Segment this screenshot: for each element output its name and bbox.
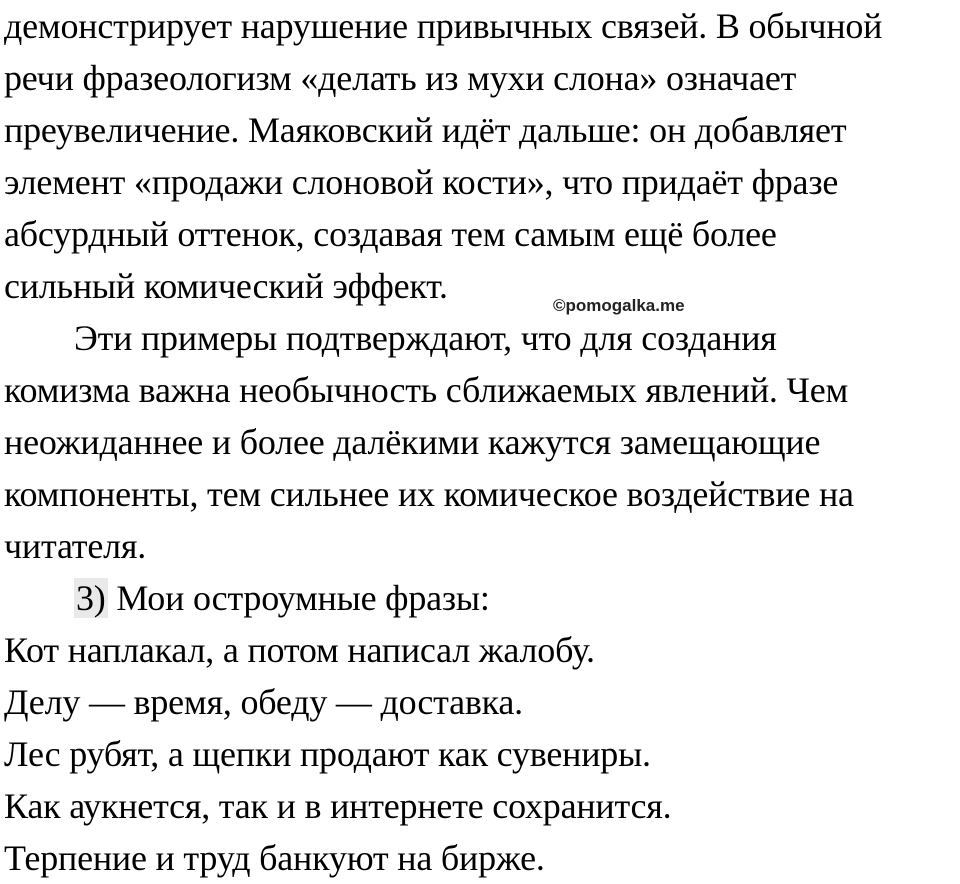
text-line: сильный комический эффект.	[4, 266, 448, 306]
section-heading-text: Мои остроумные фразы:	[107, 578, 490, 618]
text-line: демонстрирует нарушение привычных связей. В обычной	[4, 6, 883, 46]
phrase-item: Как аукнется, так и в интернете сохранится.	[4, 786, 672, 826]
section-witty-phrases	[4, 572, 960, 884]
paragraph-conclusion	[4, 312, 960, 572]
section-heading	[4, 572, 960, 624]
paragraph-maiakovsky-analysis	[4, 0, 960, 312]
text-line: элемент «продажи слоновой кости», что придаёт фразе	[4, 162, 839, 202]
text-line: читателя.	[4, 526, 147, 566]
section-number: 3)	[76, 578, 106, 618]
text-line: абсурдный оттенок, создавая тем самым ещё более	[4, 214, 777, 254]
text-line: преувеличение. Маяковский идёт дальше: он добавляет	[4, 110, 847, 150]
text-line: комизма важна необычность сближаемых явлений. Чем	[4, 370, 849, 410]
text-line: компоненты, тем сильнее их комическое воздействие на	[4, 474, 854, 514]
phrase-item: Лес рубят, а щепки продают как сувениры.	[4, 734, 651, 774]
phrase-item: Терпение и труд банкуют на бирже.	[4, 838, 545, 878]
text-line: Эти примеры подтверждают, что для создания	[74, 318, 777, 358]
watermark-text: ©pomogalka.me	[553, 296, 685, 315]
phrase-item: Кот наплакал, а потом написал жалобу.	[4, 630, 595, 670]
text-line: речи фразеологизм «делать из мухи слона» означает	[4, 58, 797, 98]
text-line: неожиданнее и более далёкими кажутся замещающие	[4, 422, 821, 462]
phrase-item: Делу — время, обеду — доставка.	[4, 682, 523, 722]
